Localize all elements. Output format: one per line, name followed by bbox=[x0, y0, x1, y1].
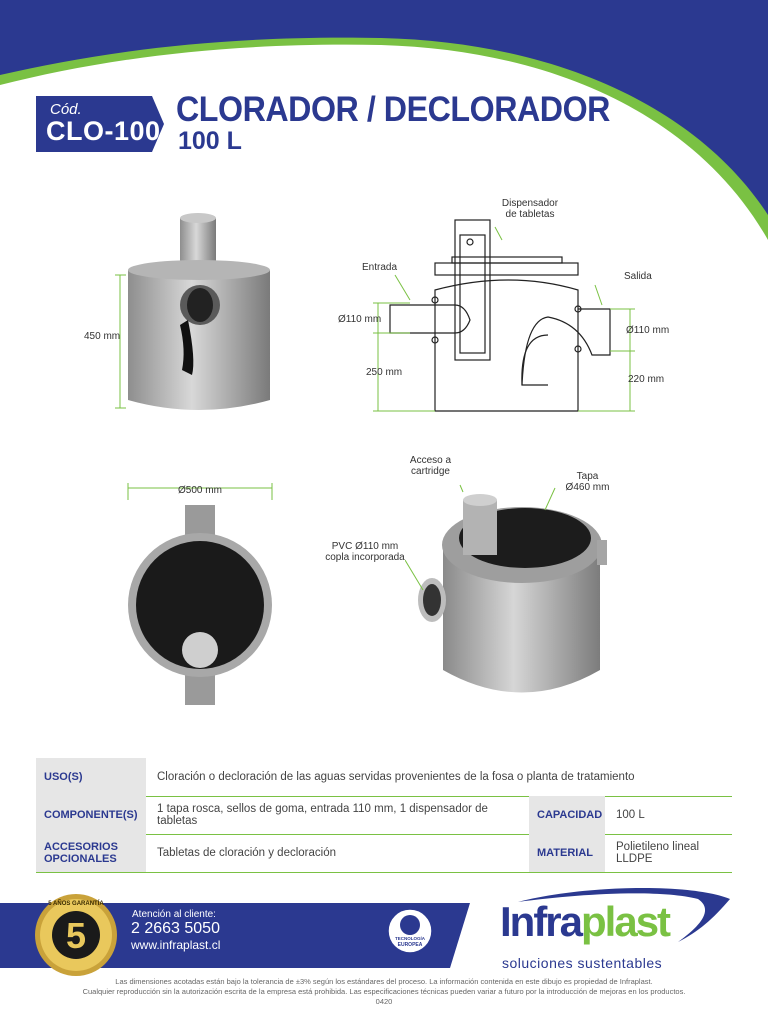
brand-tagline: soluciones sustentables bbox=[502, 955, 663, 971]
material-header: MATERIAL bbox=[529, 834, 605, 872]
warranty-badge-icon bbox=[34, 893, 118, 977]
website-link[interactable]: www.infraplast.cl bbox=[131, 938, 221, 952]
salida-label: Salida bbox=[624, 271, 652, 282]
brand-logo: Infraplast bbox=[500, 898, 670, 945]
european-technology-icon bbox=[387, 908, 433, 954]
disclaimer-note: Las dimensiones acotadas están bajo la tolerancia de ±3% según los estándares del proceso. La información contenida en este dibujo es propiedad de Infraplast. Cualquier reproducción sin la autorización escrita de la empresa está prohibida. Las especificaciones técnicas pueden variar a futuro por la introducción de mejoras en los productos. 0420 bbox=[82, 977, 686, 1006]
product-code: CLO-100 bbox=[46, 116, 161, 146]
inlet-diameter-label: Ø110 mm bbox=[338, 314, 382, 325]
page-title: CLORADOR / DECLORADOR bbox=[176, 90, 610, 129]
height-label: 450 mm bbox=[84, 331, 121, 342]
section-view-drawing bbox=[370, 205, 650, 420]
lid-label: Tapa Ø460 mm bbox=[565, 471, 610, 493]
front-view-drawing bbox=[80, 210, 290, 420]
top-view-drawing bbox=[120, 480, 280, 710]
uso-header: USO(S) bbox=[36, 758, 146, 796]
dispenser-label: Dispensador de tabletas bbox=[501, 198, 559, 220]
uso-value: Cloración o decloración de las aguas servidas provenientes de la fosa o planta de tratamiento bbox=[157, 771, 635, 783]
svg-text:5 AÑOS GARANTÍA: 5 AÑOS GARANTÍA bbox=[48, 901, 104, 907]
accesorios-value: Tabletas de cloración y decloración bbox=[157, 847, 336, 859]
code-label: Cód. bbox=[50, 101, 82, 118]
capacidad-header: CAPACIDAD bbox=[529, 796, 605, 834]
outlet-height-label: 220 mm bbox=[628, 374, 665, 385]
inlet-height-label: 250 mm bbox=[366, 367, 403, 378]
componentes-value: 1 tapa rosca, sellos de goma, entrada 110 mm, 1 dispensador de tabletas bbox=[157, 803, 488, 827]
phone-number[interactable]: 2 2663 5050 bbox=[131, 920, 220, 937]
componentes-header: COMPONENTE(S) bbox=[36, 796, 146, 834]
svg-text:EUROPEA: EUROPEA bbox=[397, 942, 423, 948]
table-row-accesorios bbox=[36, 834, 732, 873]
top-diameter-label: Ø500 mm bbox=[178, 485, 222, 496]
entrada-label: Entrada bbox=[362, 262, 398, 273]
material-value: Polietileno lineal LLDPE bbox=[616, 841, 700, 865]
pvc-label: PVC Ø110 mm copla incorporada bbox=[325, 541, 405, 563]
attention-label: Atención al cliente: bbox=[132, 909, 216, 920]
cartridge-label: Acceso a cartridge bbox=[409, 455, 452, 477]
outlet-diameter-label: Ø110 mm bbox=[626, 325, 670, 336]
table-row-componentes bbox=[36, 796, 732, 835]
page-subtitle: 100 L bbox=[178, 127, 242, 155]
capacidad-value: 100 L bbox=[616, 809, 645, 821]
svg-text:5: 5 bbox=[65, 915, 87, 956]
accesorios-header: ACCESORIOS OPCIONALES bbox=[36, 834, 146, 872]
table-row-uso bbox=[36, 758, 732, 797]
isometric-view-drawing bbox=[405, 480, 610, 705]
svg-text:TECNOLOGÍA: TECNOLOGÍA bbox=[395, 936, 425, 941]
